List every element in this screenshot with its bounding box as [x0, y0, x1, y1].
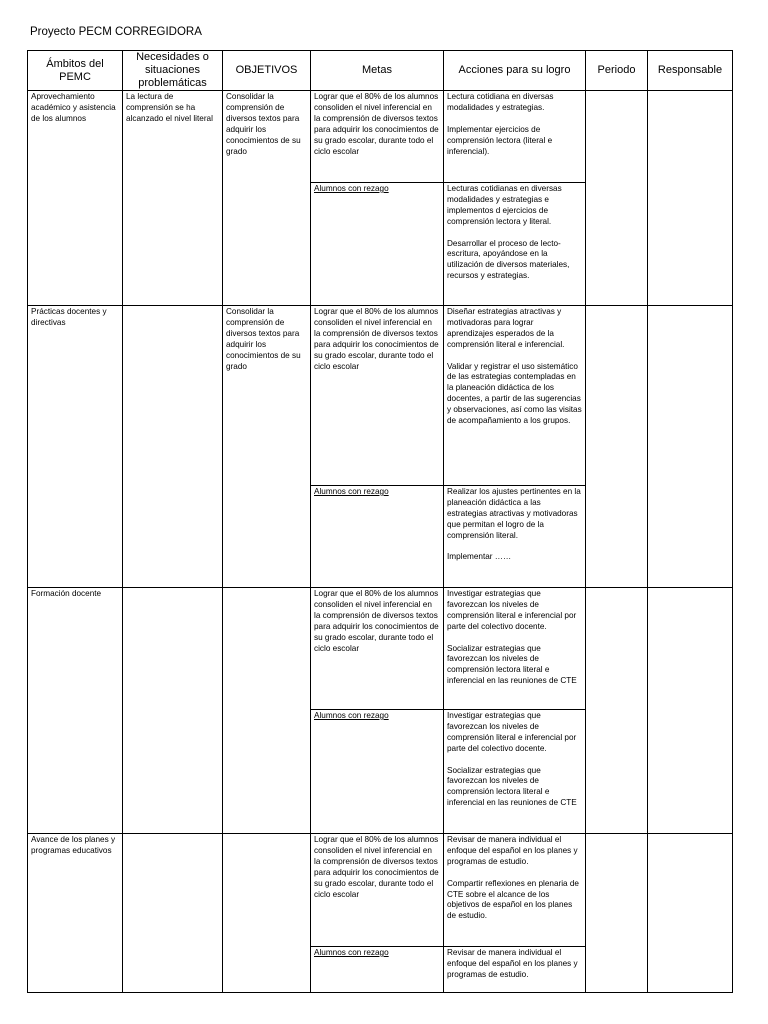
- acciones-rezago-cell: Investigar estrategias que favorezcan los niveles de comprensión literal e inferencial por parte del colectivo docente. Socializar estrategias que favorezcan los niveles de comprensión lectora literal e inferencial en las reuniones de CTE: [444, 710, 586, 834]
- meta-rezago-cell: Alumnos con rezago: [311, 183, 444, 306]
- necesidad-cell: [123, 306, 223, 588]
- table-row: [28, 588, 733, 710]
- objetivo-cell: Consolidar la comprensión de diversos textos para adquirir los conocimientos de su grado: [223, 306, 311, 588]
- responsable-cell: [648, 588, 733, 834]
- responsable-cell: [648, 306, 733, 588]
- objetivo-cell: [223, 834, 311, 993]
- meta-rezago-cell: Alumnos con rezago: [311, 710, 444, 834]
- acciones-cell: Revisar de manera individual el enfoque del español en los planes y programas de estudio. Compartir reflexiones en plenaria de CTE sobre el alcance de los objetivos de español en los planes de estudio.: [444, 834, 586, 947]
- ambito-cell: Formación docente: [28, 588, 123, 834]
- header-necesidades: Necesidades o situaciones problemáticas: [123, 51, 223, 91]
- periodo-cell: [586, 834, 648, 993]
- acciones-rezago-cell: Revisar de manera individual el enfoque del español en los planes y programas de estudio.: [444, 947, 586, 993]
- table-row: [28, 306, 733, 486]
- acciones-cell: Diseñar estrategias atractivas y motivadoras para lograr aprendizajes esperados de la comprensión literal e inferencial. Validar y registrar el uso sistemático de las estrategias contempladas en la planeación didáctica de los docentes, a partir de las sugerencias y observaciones, así como las visitas de acompañamiento a los grupos.: [444, 306, 586, 486]
- ambito-cell: Avance de los planes y programas educativos: [28, 834, 123, 993]
- page-title: Proyecto PECM CORREGIDORA: [30, 26, 202, 38]
- acciones-cell: Investigar estrategias que favorezcan los niveles de comprensión literal e inferencial por parte del colectivo docente. Socializar estrategias que favorezcan los niveles de comprensión lectora literal e inferencial en las reuniones de CTE: [444, 588, 586, 710]
- responsable-cell: [648, 91, 733, 306]
- periodo-cell: [586, 91, 648, 306]
- header-metas: Metas: [311, 51, 444, 91]
- objetivo-cell: Consolidar la comprensión de diversos textos para adquirir los conocimientos de su grado: [223, 91, 311, 306]
- objetivo-cell: [223, 588, 311, 834]
- header-periodo: Periodo: [586, 51, 648, 91]
- responsable-cell: [648, 834, 733, 993]
- ambito-cell: Aprovechamiento académico y asistencia de los alumnos: [28, 91, 123, 306]
- header-objetivos: OBJETIVOS: [223, 51, 311, 91]
- meta-rezago-cell: Alumnos con rezago: [311, 486, 444, 588]
- header-row: [28, 51, 733, 91]
- meta-cell: Lograr que el 80% de los alumnos consoliden el nivel inferencial en la comprensión de diversos textos para adquirir los conocimientos de su grado escolar, durante todo el ciclo escolar: [311, 588, 444, 710]
- table-row: [28, 91, 733, 183]
- periodo-cell: [586, 588, 648, 834]
- acciones-cell: Lectura cotidiana en diversas modalidades y estrategias. Implementar ejercicios de comprensión lectora (literal e inferencial).: [444, 91, 586, 183]
- header-ambitos: Ámbitos del PEMC: [28, 51, 123, 91]
- necesidad-cell: [123, 834, 223, 993]
- acciones-rezago-cell: Realizar los ajustes pertinentes en la planeación didáctica a las estrategias atractivas y motivadoras que permitan el logro de la comprensión literal. Implementar ……: [444, 486, 586, 588]
- acciones-rezago-cell: Lecturas cotidianas en diversas modalidades y estrategias e implementos d ejercicios de comprensión lectora y literal. Desarrollar el proceso de lecto-escritura, apoyándose en la utilización de diversos materiales, recursos y estrategias.: [444, 183, 586, 306]
- periodo-cell: [586, 306, 648, 588]
- necesidad-cell: [123, 588, 223, 834]
- header-responsable: Responsable: [648, 51, 733, 91]
- meta-cell: Lograr que el 80% de los alumnos consoliden el nivel inferencial en la comprensión de diversos textos para adquirir los conocimientos de su grado escolar, durante todo el ciclo escolar: [311, 91, 444, 183]
- meta-rezago-cell: Alumnos con rezago: [311, 947, 444, 993]
- ambito-cell: Prácticas docentes y directivas: [28, 306, 123, 588]
- pemc-table: [27, 50, 733, 993]
- header-acciones: Acciones para su logro: [444, 51, 586, 91]
- meta-cell: Lograr que el 80% de los alumnos consoliden el nivel inferencial en la comprensión de diversos textos para adquirir los conocimientos de su grado escolar, durante todo el ciclo escolar: [311, 306, 444, 486]
- meta-cell: Lograr que el 80% de los alumnos consoliden el nivel inferencial en la comprensión de diversos textos para adquirir los conocimientos de su grado escolar, durante todo el ciclo escolar: [311, 834, 444, 947]
- necesidad-cell: La lectura de comprensión se ha alcanzado el nivel literal: [123, 91, 223, 306]
- table-row: [28, 834, 733, 947]
